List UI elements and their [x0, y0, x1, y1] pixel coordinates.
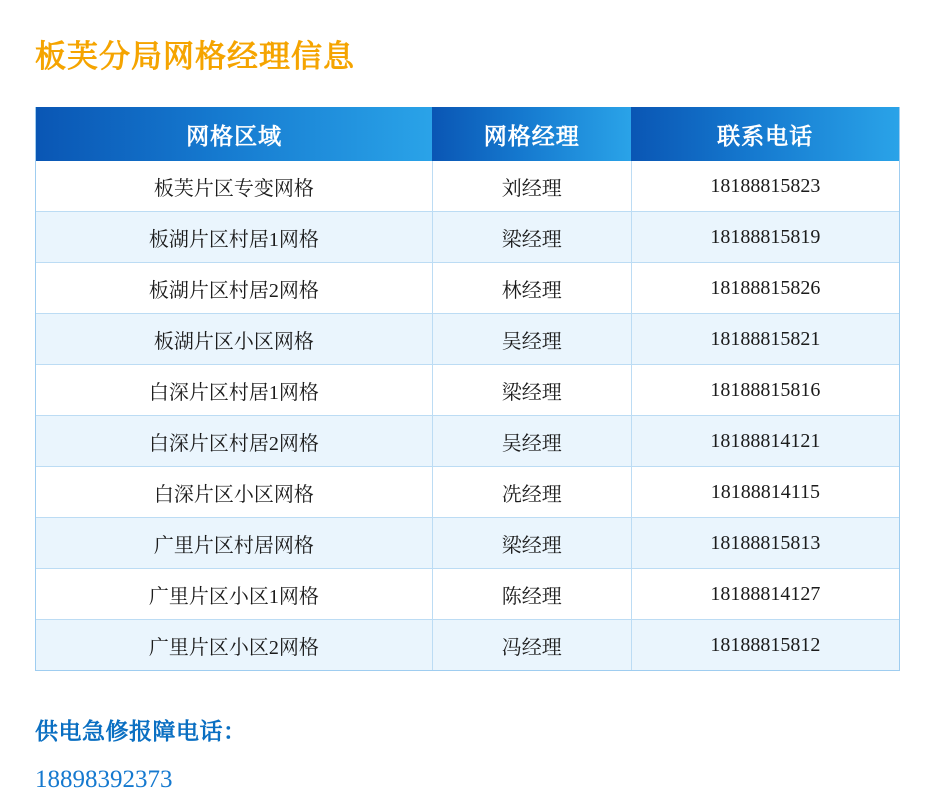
cell-manager: 刘经理 — [432, 161, 631, 212]
cell-phone: 18188815823 — [631, 161, 899, 212]
cell-area: 广里片区村居网格 — [36, 518, 432, 569]
cell-manager: 梁经理 — [432, 212, 631, 263]
column-header-phone: 联系电话 — [631, 107, 899, 161]
cell-area: 白深片区小区网格 — [36, 467, 432, 518]
grid-manager-table — [36, 107, 899, 670]
table-row — [36, 467, 899, 518]
table-row — [36, 365, 899, 416]
cell-phone: 18188815812 — [710, 633, 821, 656]
cell-phone: 18188815816 — [631, 365, 899, 416]
column-header-area: 网格区域 — [36, 107, 432, 161]
cell-manager: 吴经理 — [432, 314, 631, 365]
cell-manager: 冯经理 — [432, 620, 631, 671]
cell-area: 白深片区村居2网格 — [36, 416, 432, 467]
cell-phone: 18188814127 — [631, 569, 899, 620]
cell-phone: 18188815821 — [631, 314, 899, 365]
cell-phone: 18188815826 — [631, 263, 899, 314]
emergency-contact-phone: 18898392373 — [35, 766, 173, 794]
cell-phone: 18188814121 — [631, 416, 899, 467]
grid-manager-table-container — [35, 107, 900, 671]
cell-manager: 冼经理 — [432, 467, 631, 518]
cell-area: 板湖片区村居2网格 — [36, 263, 432, 314]
cell-area: 板湖片区村居1网格 — [36, 212, 432, 263]
table-header-row — [36, 107, 899, 161]
cell-area: 板芙片区专变网格 — [36, 161, 432, 212]
table-row — [36, 314, 899, 365]
table-row — [36, 212, 899, 263]
cell-manager: 吴经理 — [432, 416, 631, 467]
cell-phone: 18188814115 — [631, 467, 899, 518]
cell-area: 板湖片区小区网格 — [36, 314, 432, 365]
cell-manager: 梁经理 — [432, 518, 631, 569]
table-body — [36, 161, 899, 670]
page-title: 板芙分局网格经理信息 — [35, 39, 355, 74]
cell-area: 白深片区村居1网格 — [36, 365, 432, 416]
cell-manager: 林经理 — [432, 263, 631, 314]
emergency-contact-label: 供电急修报障电话： — [35, 718, 247, 745]
table-header — [36, 107, 899, 161]
table-row — [36, 620, 899, 671]
table-row — [36, 569, 899, 620]
table-row — [36, 416, 899, 467]
cell-manager: 陈经理 — [432, 569, 631, 620]
cell-manager: 梁经理 — [432, 365, 631, 416]
cell-phone: 18188815813 — [631, 518, 899, 569]
cell-area: 广里片区小区1网格 — [36, 569, 432, 620]
table-row — [36, 518, 899, 569]
table-row — [36, 161, 899, 212]
table-row — [36, 263, 899, 314]
cell-area: 广里片区小区2网格 — [36, 620, 432, 671]
emergency-contact-section — [35, 713, 900, 794]
cell-phone: 18188815819 — [631, 212, 899, 263]
column-header-manager: 网格经理 — [432, 107, 631, 161]
